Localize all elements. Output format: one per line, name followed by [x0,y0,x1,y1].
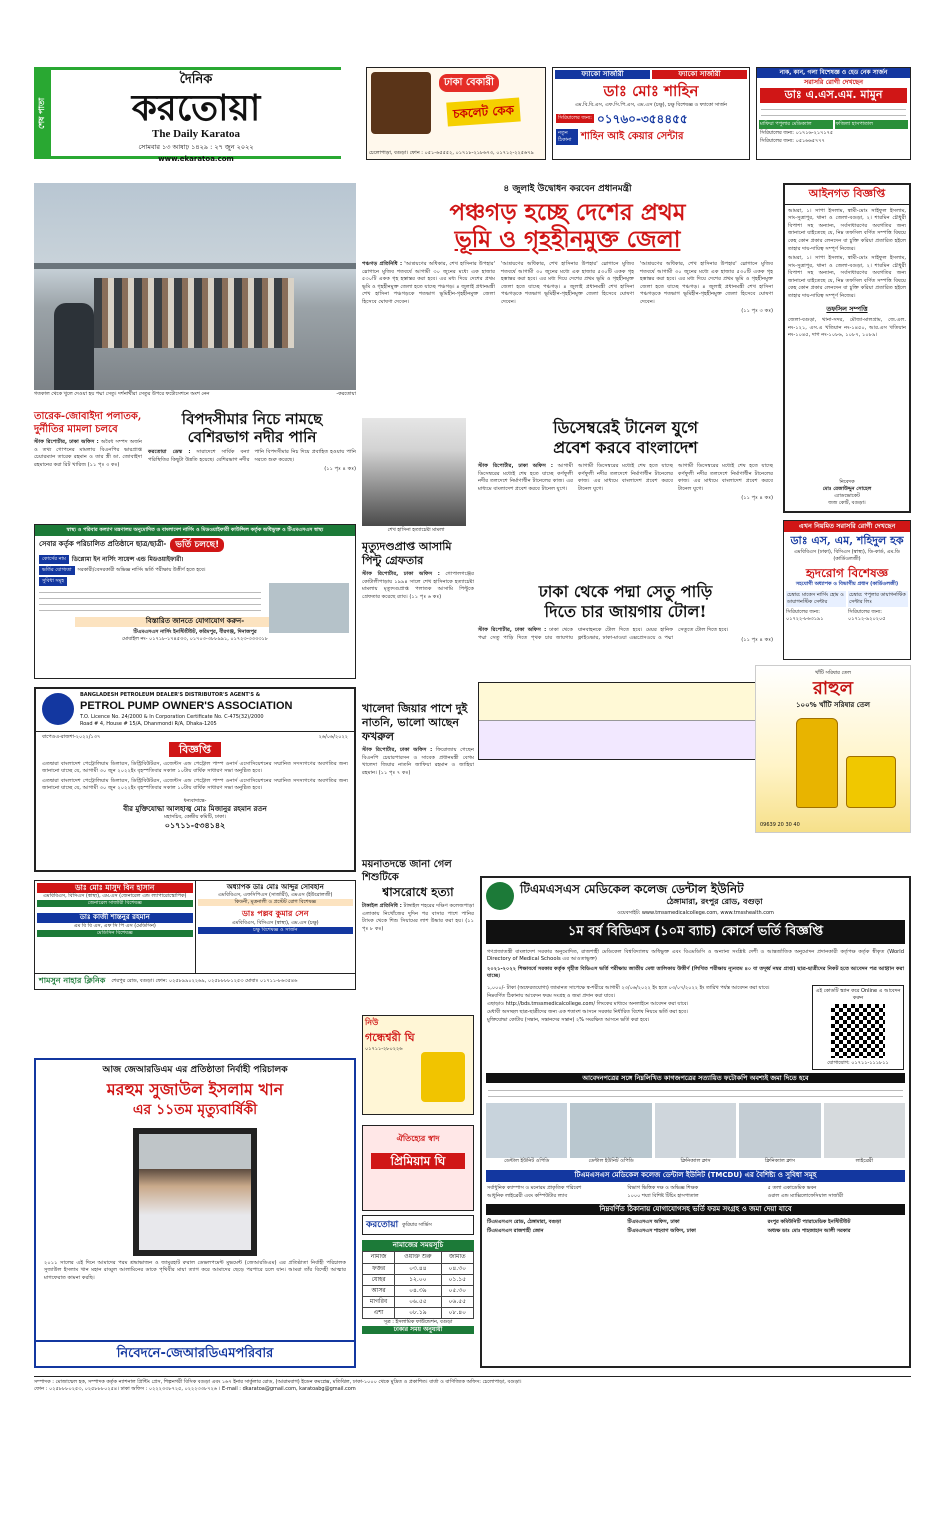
imprint-line-1: সম্পাদক : মোজাম্মেল হক, সম্পাদক কর্তৃক ন্যাশনাল প্রিন্টিং প্রেস, শিল্পনগরী বিসিক বগুড়া এবং ১৬৭ ইনার সার্কুলার রোড, (আরামবাগ) ইডেন কমপ্লেক্স, মতিঝিল, ঢাকা-১০০০ থেকে মুদ্রিত ও প্রকাশিত। বার্তা ও বাণিজ্যিক অফিস: চেলোপাড়া, বগুড়া। [34,1379,522,1385]
tmss-title: ১ম বর্ষ বিডিএস (১০ম ব্যাচ) কোর্সে ভর্তি বিজ্ঞপ্তি [486,920,905,944]
bakery-ad [366,67,546,160]
qr-title: এই কোডটি স্ক্যান করে Online এ আবেদন করুন [815,987,901,1001]
prayer-row [363,1296,474,1307]
shahidul-chamber-2: চেম্বার: পপুলার ডায়াগনস্টিক সেন্টার লিঃ [848,591,908,607]
memorial-name: মরহুম সুজাউল ইসলাম খান [106,1080,284,1100]
petrol-association-ad [34,687,356,872]
doctor2-name: ডাঃ কাজী শান্তনুর রহমান [37,913,193,922]
river-cont[interactable]: (১১ পৃঃ ৪ কঃ) [324,466,356,473]
tmss-office: অধ্যক্ষ ডাঃ মোঃ শাহজাহান আলী সরকার [767,1228,851,1235]
padma-body: ঢাকা থেকে পদ্মা সেতু পাড়ি দিতে পৃথক চার জায়গায় যানবাহনকে টোল দিতে হবে। মেয়র হানিফ ফ্লাইওভার, ঢাকা-মাওয়া এক্সপ্রেসওয়ে ও পদ্মা সেতুতে টোল দিতে হবে। [478,627,729,641]
tmss-address-title: নিম্নবর্ণিত ঠিকানায় যোগাযোগসহ ভর্তি ফরম সংগ্রহ ও জমা দেয়া যাবে [486,1204,905,1215]
clinic-name: শামসুন নাহার ক্লিনিক [39,976,106,986]
tmss-feature: ওরাল এন্ড ম্যাক্সিলোফেসিয়াল সার্জারী [767,1192,844,1199]
photo-caption: ডেন্টাল ইউনিট ওপিডি [588,1158,634,1165]
tunnel-headline-2: প্রবেশ করবে বাংলাদেশ [553,438,698,457]
lead-headline-1: পঞ্চগড় হচ্ছে দেশের প্রথম [449,199,686,227]
masthead-small: দৈনিক [179,72,213,87]
tunnel-body-3: আগামী ডিসেম্বরের মধ্যেই শেষ হতে যাচ্ছে কর্ণফুলী নদীর তলদেশে নির্মাণাধীন টানেলের কাজ। এর মাধ্যমে বাংলাদেশ প্রবেশ করবে টানেল যুগে। [678,463,773,492]
lead-body: 'আশ্রয়ণের অধিকার, শেখ হাসিনার উপহার' স্লোগানে মুজিব শতবর্ষে আগামী ৩০ জুনের মধ্যে এক হাজার ৫৩০টি একক গৃহ হস্তান্তর করা হবে। এর মধ্য দিয়ে দেশের প্রথম ভূমি ও গৃহহীনমুক্ত জেলা হতে যাচ্ছে পঞ্চগড়। ৪ জুলাই প্রধানমন্ত্রী শেখ হাসিনা পঞ্চগড়কে শতভাগ ভূমিহীন-গৃহহীনমুক্ত জেলা হিসেবে ঘোষণা দেবেন। [362,261,495,305]
prayer-cell: ফজর [363,1263,395,1274]
prayer-cell: ০৪.৩৯ [395,1285,441,1296]
padma-byline: স্টাফ রিপোর্টার, ঢাকা অফিস : [478,627,547,633]
padma-headline-1: ঢাকা থেকে পদ্মা সেতু পাড়ি [538,582,713,601]
prayer-cell: ০৩.৪৪ [395,1263,441,1274]
prayer-cell: ০১.১৫ [441,1274,473,1285]
padma-story [478,582,773,760]
river-headline-2: বেশিরভাগ নদীর পানি [187,428,317,446]
imprint-footer [34,1376,911,1402]
tmss-office: টিএমএসএস শাহবাগ অফিস, ঢাকা [627,1228,696,1235]
mamun-head: নাক, কান, গলা বিশেষজ্ঞ ও হেড নেক সার্জন [757,68,910,78]
tangail-body: টাঙ্গাইল শহরের দক্ষিণ কলেজপাড়া এলাকায় নিখোঁজের দুদিন পর বাসার পাশে পানির ট্যাংক থেকে শিশু সিয়ামের লাশ উদ্ধার করা হয়। [362,903,474,925]
tmss-qr-box [812,985,904,1070]
photo-opd [486,1103,567,1158]
website-link[interactable]: www.ekaratoa.com [158,155,234,164]
lead-kicker: ৪ জুলাই উদ্বোধন করবেন প্রধানমন্ত্রী [503,184,632,194]
pintu-caption: শেখ হাসিনা হত্যাচেষ্টা মামলা [387,527,445,533]
facility-label: সুবিধা সমূহ [39,577,67,586]
sig-label: ধন্যবাদান্তে- [183,797,207,804]
ghee2-tag: ঐতিহ্যের স্বাদ [396,1134,440,1143]
tunnel-byline: স্টাফ রিপোর্টার, ঢাকা অফিস : [478,463,553,469]
shahidul-serial-2: সিরিয়ালের জন্য: ০১৭১২-৯২০২০৫ [848,608,886,622]
notice-body-2: এতদ্বারা বাংলাদেশ পেট্রোলিয়াম ডিলারস, ডিস্ট্রিবিউটরস, এজেন্টস এন্ড পেট্রোল পাম্প ওনার্স এসোসিয়েশনের সম্মানিত সদস্যগণের অবগতির জন্য জানানো যাচ্ছে যে, আগামী ৩০ জুন ২০২২ইং বৃহস্পতিবার সকাল ১০টায় বার্ষিক সাধারণ সভা অনুষ্ঠিত হবে। [42,777,348,792]
prayer-cell: ০৬.৫৫ [441,1296,473,1307]
padma-headline-2: দিতে চার জায়গায় টোল! [544,602,707,621]
serial-label: সিরিয়ালের জন্য: [558,115,592,122]
pintu-photo [362,418,470,536]
tarek-cont[interactable]: (১১ পৃঃ ৩ কঃ) [87,461,120,468]
tmss-intro: গণপ্রজাতন্ত্রী বাংলাদেশ সরকার অনুমোদিত, রাজশাহী মেডিকেল বিশ্ববিদ্যালয় অধিভুক্ত এবং বিএমডিসি ও অন্যান্য সংশ্লিষ্ট দেশী ও আন্তর্জাতিক অনুমোদন প্রদানকারী কর্তৃপক্ষ কর্তৃক স্বীকৃত (World Directory of Medical Schools এর আওতাভুক্ত) [487,948,904,963]
photo-library [824,1103,905,1158]
doctor1-degree: এমবিবিএস, বিসিএস (স্বাস্থ্য), এম.এস (জেনারেল এন্ড ল্যাপারোস্কোপিক) [43,893,187,900]
tarek-body: অবৈধ সম্পদ অর্জন ও তথ্য গোপনের মামলায় বিএনপির ভারপ্রাপ্ত চেয়ারম্যান তারেক রহমান ও তার স্ত্রী ডা. জোবাইদা রহমানের করা রিট খারিজ [34,439,142,468]
prayer-cell: মাগরিব [363,1296,395,1307]
bakery-address: চেলোপাড়া, বগুড়া। ফোন : ০৫১-৬৫৫৫২, ০১৭১৮-২১৮৬৭৩, ০১৭১২-২২৫৬৭৯ [369,150,534,156]
shahidul-specialty: হৃদরোগ বিশেষজ্ঞ [805,565,889,580]
tangail-headline-1: ময়নাতদন্তে জানা গেল শিশুটিকে [362,859,452,883]
lead-cont[interactable]: (১১ পৃঃ ৩ কঃ) [741,308,773,315]
mamun-addr2: ফজিলা হাসপাতাল [835,120,909,129]
nursing-line1: স্বাস্থ্য ও পরিবার কল্যাণ মন্ত্রণালয় অনুমোদিত ও বাংলাদেশ নার্সিং ও মিডওয়াইফারী কাউন্সিল কর্তৃক অধিভুক্ত ও টিএমএসএস স্বাস্থ্য [35,525,355,536]
prayer-times [362,1240,474,1365]
tarek-headline: তারেক-জোবাইদা পলাতক, দুর্নীতির মামলা চলবে [34,411,142,435]
tmss-office: রংপুর কমিউনিটি প্যারামেডিক ইনস্টিটিউট [767,1219,851,1226]
photo-caption-row [34,391,356,401]
tmss-org: টিএমএসএস মেডিকেল কলেজ ডেন্টাল ইউনিট [520,882,744,896]
shahin-ad [552,67,750,160]
tmss-office: টিএমএসএস অফিস, ঢাকা [627,1219,680,1226]
signatory-phone: ০১৭১১-৫৩৪১৪২ [164,821,226,831]
tmss-feature: ৫ তলা একাডেমিক ভবন [767,1184,817,1191]
padma-cont[interactable]: (১১ পৃঃ ৪ কঃ) [741,636,773,643]
shahidul-post: সহযোগী অধ্যাপক ও বিভাগীয় প্রধান (কার্ডিওলজী) [795,580,899,587]
legal-schedule: জেলা-বগুড়া, থানা-সদর, মৌজা-মালগ্রাম, জে.এল. নং-১২১, এস.এ খতিয়ান নং-১৪৫০, আর.এস খতিয়ান নং-১০৪৫, দাগ নং-১০৮৬, ১০৮৭, ১০৮৯। [788,316,906,339]
notice-title: বিজ্ঞপ্তি [169,742,221,757]
ghee1-phone: ০১৭১১-২৮০২২৬ [365,1045,403,1052]
qr-phone: যোগাযোগ: ০১৭১১-১১১৮১১ [827,1059,889,1066]
tmss-dental-ad [480,876,911,1368]
photo-caption: লাইব্রেরী [855,1158,874,1165]
river-headline-1: বিপদসীমার নিচে নামছে [181,410,323,428]
org-top: BANGLADESH PETROLEUM DEALER'S DISTRIBUTOR'S AGENT'S & [80,692,261,698]
memorial-top: আজ জেআরডিএম এর প্রতিষ্ঠাতা নির্বাহী পরিচালক [102,1065,288,1075]
shahidul-degree: এমবিবিএস (ঢাকা), বিসিএস (স্বাস্থ্য), ডি-কার্ড, এম.ডি (কার্ডিওলজী) [794,548,900,562]
doctor3-specialty: কিডনী, মূত্রনালী ও প্রস্টেট রোগ বিশেষজ্ঞ [198,899,354,906]
photo-clinical [655,1103,736,1158]
tmss-features-title: টিএমএসএস মেডিকেল কলেজ ডেন্টাল ইউনিট (TMCDU) এর বৈশিষ্ট্য ও সুবিধা সমূহ [486,1170,905,1181]
prayer-footer: ঢাকার সময় অনুযায়ী [362,1326,474,1334]
tangail-headline-2: শ্বাসরোধে হত্যা [382,885,454,899]
qual-text: সরকারী/বেসরকারী অভিজ্ঞ নার্সিং ভর্তি পরীক্ষায় উত্তীর্ণ হতে হবে। [77,567,206,574]
courier-brand: করতোয়া [366,1219,399,1230]
khaleda-body: ফিরোজায় গেছেন বিএনপি চেয়ারপারসন ও সাবেক প্রধানমন্ত্রী বেগম খালেদা জিয়ার নাতনি জাফিয়া রহমান ও জাহিয়া রহমান। [362,747,474,776]
prayer-cell: ০৫.৩০ [441,1285,473,1296]
shahidul-chamber-1: চেম্বার: মাকেস নার্সিং হোম ও ডায়াগনস্টিক সেন্টার [786,591,846,607]
nursing-ad [34,524,356,679]
doctor-degree: এম.বি.বি.এস, এফ.সি.পি.এস, এম.এস (চক্ষু), চক্ষু বিশেষজ্ঞ ও ফ্যাকো সার্জন [574,101,728,108]
org-reg: T.O. Licence No. 24/2000 & In Corporation Certificate No. C-475(32)/2000 [80,713,264,720]
shahidul-serial-1: সিরিয়ালের জন্য: ০১৭২২-৮৬৩১৯১ [786,608,824,622]
prayer-row [363,1307,474,1318]
tmss-point: এছাড়াও http://bds.tmssmedicalcollege.com/ লিংকের মাধ্যমে অনলাইনে আবেদন করা যাবে। [487,1000,689,1007]
legal-sig4: জজ কোর্ট, বগুড়া। [828,500,866,506]
doctor4-degree: এমবিবিএস, বিসিএস (স্বাস্থ্য), এম.এস (চক্ষু) [231,920,319,927]
prayer-head-1: নামাজ [363,1252,395,1263]
memorial-sign: নিবেদনে-জেআরডিএমপরিবার [36,1340,354,1366]
mamun-addr1: মাফিয়া পপুলার মেডিক্যাল [759,120,833,129]
signatory-title: মহাসচিব, কেন্দ্রীয় কমিটি, ঢাকা। [164,814,226,821]
prayer-row [363,1274,474,1285]
mamun-sub: সরাসরি রোগী দেখছেন [804,78,863,87]
legal-sig3: এ্যাডভোকেট [834,493,860,499]
pintu-story [362,540,474,700]
cake-image [371,72,431,134]
tunnel-cont[interactable]: (১১ পৃঃ ৪ কঃ) [741,495,773,502]
ghee1-tag: নিউ [365,1018,379,1027]
tmss-point: নিম্নবর্ণিত ঠিকানায় আবেদন ফরম সংগ্রহ ও জমা প্রদান করা যাবে। [487,992,615,999]
khaleda-cont[interactable]: (১১ পৃঃ ৭ কঃ) [378,769,411,776]
doctor3-degree: এমবিবিএস, এফসিপিএস (সার্জারী), এমএস (ইউরোলজী) [218,892,333,899]
prayer-cell: ০৪.৩০ [441,1263,473,1274]
masthead-english: The Daily Karatoa [152,127,240,140]
tarek-byline: স্টাফ রিপোর্টার, ঢাকা অফিস : [34,439,99,445]
doctor1-specialty: জেনারেল সার্জারী বিশেষজ্ঞ [37,900,193,907]
memorial-portrait-frame [133,1128,257,1256]
legal-notice [783,183,911,513]
tmss-feature: আধুনিক লাইব্রেরী এবং কম্পিউটার ল্যাব [487,1192,568,1199]
imprint-line-2: ফোন : ০২৫৮৮৮০২৫৩, ০২৫৮৮৮০২৫৪। ঢাকা অফিস : ০২২২৩৩৮৭২৫, ০২২২৩৩৮৭২৬ । E-mail : dkaratoa@gmail.com, karatoabg@gmail.com [34,1386,356,1392]
oil-bottle-image-2 [846,756,896,808]
ref-no: বাপেওএ-রাজশা-২০২২/১৩৭ [42,733,101,740]
prayer-row [363,1263,474,1274]
doctor4-specialty: চক্ষু বিশেষজ্ঞ ও সার্জন [198,927,354,934]
courier-sub: কুরিয়ার সার্ভিস [402,1221,432,1228]
prayer-row [363,1285,474,1296]
tag-phaco-2: ফ্যাকো সার্জারী [652,70,747,79]
nursing-line2: সেবার কর্তৃক পরিচালিত প্রতিষ্ঠানে ছাত্র/ছাত্রী- [39,540,167,549]
photo-opd-2 [570,1103,651,1158]
prayer-cell: ০৮.১৯ [395,1307,441,1318]
nursing-phone: মোবাইল নং- ০১৭১৮-১৭৪৫৩৩, ০১৭০৩-৩৮৮৯৯১, ০১৭২৩-৩৩৩৩১৮ [122,635,268,642]
prayer-cell: ০৬.৫৫ [395,1296,441,1307]
nursing-contact: বিস্তারিত জানতে যোগাযোগ করুন- [75,617,315,626]
qual-label: ভর্তির যোগ্যতা [39,566,75,575]
tangail-byline: টাঙ্গাইল প্রতিনিধি : [362,903,402,909]
qr-code[interactable] [831,1004,885,1058]
photo-caption: গতকাল থেকে খুলে দেওয়া হয় পদ্মা সেতু। দর্শনার্থীরা সেতুর উপরে ফটোসেশনে অংশ নেন [34,391,210,397]
tarek-story [34,410,142,518]
ghee2-brand: প্রিমিয়াম ঘি [371,1153,465,1169]
prayer-head-3: জামাত [441,1252,473,1263]
tunnel-story [478,418,773,578]
nursing-institute: টিএমএসএস নার্সিং ইনস্টিটিউট, করিমপুর, বীরগঞ্জ, দিনাজপুর [133,628,257,635]
shahidul-top: এখন নিয়মিত সরাসরি রোগী দেখছেন [784,521,910,532]
premium-ghee-ad [362,1125,474,1211]
rahul-tag: ১০০% খাঁটি সরিষার তেল [796,701,870,710]
tag-phaco-1: ফ্যাকো সার্জারী [555,70,650,79]
mamun-serial: সিরিয়ালের জন্য: ০১৭১৬-২১৭১৭৫ [760,129,834,136]
photo-caption: ডেন্টাল ইউনিট ওপিডি [504,1158,550,1165]
doctor4-name: ডাঃ পল্লব কুমার সেন [242,909,309,919]
legal-body-2: আমরা, ১। সাপা ইসলাম, স্বামী-মোঃ সাইফুল ইসলাম, সাং-সুত্রাপুর, থানা ও জেলা-বগুড়া, ২। শারমিন চৌধুরী বিপাশা সহ অন্যান্য, সর্বসাধারণের অবগতির জন্য জানানো যাইতেছে যে, নিম্ন তফসিল বর্ণিত সম্পত্তি বিষয়ে কেহ কোন প্রকার লেনদেন বা চুক্তি করিয়া প্রতারিত হইলে তাহার দায়-দায়িত্ব সম্পূর্ণ নিজের। [788,255,906,299]
mamun-doctor: ডাঃ এ.এস.এম. মামুন [760,88,907,103]
bakery-product: চকলেট কেক [446,97,521,126]
nursing-badge: ভর্তি চলছে! [170,538,224,552]
tangail-story [362,858,474,1008]
river-story [148,410,356,518]
tmss-feature: বিভাগ ভিত্তিক দক্ষ ও অভিজ্ঞ শিক্ষক [627,1184,699,1191]
doctor-name: ডাঃ মোঃ শাহিন [603,82,699,101]
legal-body: আমরা, ১। সাপা ইসলাম, স্বামী-মোঃ সাইফুল ইসলাম, সাং-সুত্রাপুর, থানা ও জেলা-বগুড়া, ২। শারমিন চৌধুরী বিপাশা সহ অন্যান্য, সর্বসাধারণের অবগতির জন্য জানানো যাইতেছে যে, নিম্ন তফসিল বর্ণিত সম্পত্তি বিষয়ে কেহ কোন প্রকার লেনদেন বা চুক্তি করিয়া প্রতারিত হইলে তাহার দায়-দায়িত্ব সম্পূর্ণ নিজের। [788,207,906,252]
rahul-oil-ad [755,665,911,833]
tmss-office: টিএমএসএস রোড, ঠেঙ্গামারা, বগুড়া [487,1219,562,1226]
legal-title: আইনগত বিজ্ঞপ্তি [785,185,909,205]
tmss-logo [486,882,514,910]
tunnel-body-2: আগামী ডিসেম্বরের মধ্যেই শেষ হতে যাচ্ছে কর্ণফুলী নদীর তলদেশে নির্মাণাধীন টানেলের কাজ। এর মাধ্যমে বাংলাদেশ প্রবেশ করবে টানেল যুগে। [578,463,673,492]
photo-caption: ক্লিনিক্যাল ক্লাস [764,1158,795,1165]
rahul-phone: 09639 20 30 40 [760,822,800,828]
tmss-session: ২০২১-২০২২ শিক্ষাবর্ষে সরকার কর্তৃক গৃহীত বিডিএস ভর্তি পরীক্ষায় জাতীয় মেধা তালিকায় উত্তীর্ণ (লিখিত পরীক্ষায় ন্যূনতম ৪০ বা তদূর্ধ্ব নম্বর প্রাপ্ত) ছাত্র-ছাত্রীদের নিকট হতে আবেদন পত্র আহ্বান করা যাচ্ছে। [487,965,904,980]
memorial-body: ২০১১ সালের এই দিনে আমাদের পরম শ্রদ্ধাভাজন ও জামুরহাট রুরাল ডেভলপমেন্ট মুভমেন্ট (জেআরডিএম) এর প্রতিষ্ঠাতা নির্বাহী পরিচালক সুজাউল ইসলাম খান মহান রাব্বুল আলামিনের ডাকে পৃথিবীর মায়া ত্যাগ করে আমাদের ছেড়ে পরপারে চলে যান। আমরা তাঁর বিদেহী আত্মার মাগফেরাত কামনা করছি। [44,1259,346,1281]
tmss-office: টিএমএসএস রাজশাহী জোন [487,1228,544,1235]
masthead-date: সোমবার ১৩ আষাঢ় ১৪২৯ : ২৭ জুন ২০২২ [138,143,254,152]
clinic-label: নতুন ঠিকানা [556,129,578,145]
doctors-ad [34,880,356,990]
medicine-ads [478,682,773,760]
prayer-cell: যোহর [363,1274,395,1285]
bakery-brand: ঢাকা বেকারী [439,74,499,92]
legal-sig2: মোঃ রেজাউদ্দুন সোহেল [822,486,872,492]
lead-body-3: 'আশ্রয়ণের অধিকার, শেখ হাসিনার উপহার' স্লোগানে মুজিব শতবর্ষে আগামী ৩০ জুনের মধ্যে এক হাজার ৫৩০টি একক গৃহ হস্তান্তর করা হবে। এর মধ্য দিয়ে দেশের প্রথম ভূমি ও গৃহহীনমুক্ত জেলা হতে যাচ্ছে পঞ্চগড়। ৪ জুলাই প্রধানমন্ত্রী শেখ হাসিনা পঞ্চগড়কে শতভাগ ভূমিহীন-গৃহহীনমুক্ত জেলা হিসেবে ঘোষণা দেবেন। [640,261,773,305]
pintu-body: গোপালগঞ্জের কোটালীপাড়ায় ১৯৯৪ সালে শেখ হাসিনাকে হত্যাচেষ্টা মামলায় মৃত্যুদণ্ডপ্রাপ্ত পলাতক আসামি পিন্টুকে গ্রেফতার করেছে র‌্যাব। [362,571,474,600]
org-name: PETROL PUMP OWNER'S ASSOCIATION [80,700,293,712]
prayer-note: সূত্র : ইসলামিক ফাউন্ডেশন, বগুড়া [383,1319,453,1325]
memorial-ad [34,1058,356,1368]
course-name: ডিপ্লোমা ইন নার্সিং সায়েন্স এন্ড মিডওয়াইফারী। [71,555,184,563]
mamun-serial2: সিরিয়ালের জন্য: ০৫১৬৬৫৭৭৭ [760,137,825,144]
tmss-point: মুক্তিযোদ্ধা কোটায় (সন্তান, সন্তানদের সন্তান) ২% সংরক্ষিত আসনে ভর্তি করা হবে। [487,1016,650,1023]
mamun-ad [756,67,911,160]
river-body: সারাদেশে সার্বিক বন্যা পরিস্থিতির কিছুটা উন্নতি হয়েছে। বেশিরভাগ নদীর পানি বিপদসীমার নিচ দিয়ে প্রবাহিত হওয়ায় পানি সরতে শুরু করেছে। [148,449,356,463]
masthead [51,67,341,164]
prayer-cell: আসর [363,1285,395,1296]
photo-caption: ক্লিনিক্যাল ক্লাস [680,1158,711,1165]
khaleda-headline: খালেদা জিয়ার পাশে দুই নাতনি, ভালো আছেন ফখরুল [362,702,468,743]
lead-headline-2: ভূমি ও গৃহহীনমুক্ত জেলা [454,226,681,254]
signatory: বীর মুক্তিযোদ্ধা আলহাজ্ব মোঃ মিজানুর রহমান রতন [123,804,267,813]
legal-schedule-title: তফসিল সম্পত্তি [826,305,868,314]
tmss-address: ঠেঙ্গামারা, রংপুর রোড, বগুড়া [666,897,763,907]
gandheshwari-ghee-ad [362,1015,474,1115]
memorial-sub: এর ১১তম মৃত্যুবার্ষিকী [132,1101,258,1118]
prayer-table [362,1251,474,1319]
rahul-brand: রাহুল [812,678,854,699]
legal-sig1: নিবেদক [839,479,855,485]
lead-body-2: 'আশ্রয়ণের অধিকার, শেখ হাসিনার উপহার' স্লোগানে মুজিব শতবর্ষে আগামী ৩০ জুনের মধ্যে এক হাজার ৫৩০টি একক গৃহ হস্তান্তর করা হবে। এর মধ্য দিয়ে দেশের প্রথম ভূমি ও গৃহহীনমুক্ত জেলা হতে যাচ্ছে পঞ্চগড়। ৪ জুলাই প্রধানমন্ত্রী শেখ হাসিনা পঞ্চগড়কে শতভাগ ভূমিহীন-গৃহহীনমুক্ত জেলা হিসেবে ঘোষণা দেবেন। [501,261,634,305]
course-label: কোর্সের নাম [39,555,69,564]
notice-date: ২৬/০৬/২০২২ [318,733,348,740]
lead-byline: পঞ্চগড় প্রতিনিধি : [362,261,403,268]
institute-photo [269,583,349,633]
org-address: Road # 4, House # 15/A, Dhanmondi R/A, Dhaka-1205 [80,720,217,727]
doctor1-name: ডাঃ মোঃ মাসুদ বিন হাসান [37,883,193,893]
notice-body: এতদ্বারা বাংলাদেশ পেট্রোলিয়াম ডিলারস, ডিস্ট্রিবিউটরস, এজেন্টস এন্ড পেট্রোল পাম্প ওনার্স এসোসিয়েশনের সম্মানিত সদস্যগণের অবগতির জন্য জানানো যাচ্ছে যে, আগামী ৩০ জুন ২০২২ইং বৃহস্পতিবার সকাল ১০টায় বার্ষিক সাধারণ সভা অনুষ্ঠিত হবে। [42,760,348,775]
khaleda-story [362,702,474,852]
doctor2-degree: এম বি বি এস, এফ সি পি এস (মেডিসিন) [73,922,156,929]
tmss-feature: সর্বাধুনিক ক্যাম্পাস ও মনোরম প্রাকৃতিক পরিবেশ [487,1184,582,1191]
association-logo [42,693,74,725]
oil-bottle-image [796,718,838,808]
khaleda-byline: স্টাফ রিপোর্টার, ঢাকা অফিস : [362,747,433,753]
river-byline: করতোয়া ডেস্ক : [148,449,191,455]
padma-bridge-photo [34,183,356,390]
ghee-jar-image [421,1052,465,1102]
rahul-top: খাঁটি সরিষার তেল [814,670,851,676]
clinic-name: শাহিন আই কেয়ার সেন্টার [581,131,684,143]
tunnel-headline-1: ডিসেম্বরেই টানেল যুগে [553,418,698,437]
prayer-head-2: ওয়াক্ত শুরু [395,1252,441,1263]
courier-ad [362,1215,474,1235]
section-label: শেষ পাতা [34,67,51,159]
clinic-address: শেরপুর রোড, বগুড়া। ফোন: ০২৫৮৯৯০২২৬৯, ০২৫৮৮৮৮১২৫৩ মোবাঃ ০১৭১১-৮৬৩৫৪৬ [111,978,298,984]
photo-credit: -করতোয়া [336,391,356,397]
tmss-point: ১,০০০/- টাকা (অফেরতযোগ্য) জামানত সাপেক্ষে স্ব-শরীরে আগামী ২৩/০৬/২০২২ ইং হতে ০৩/০৭/২০২২ ইং তারিখ পর্যন্ত আবেদন করা যাবে। [487,984,770,991]
pintu-byline: স্টাফ রিপোর্টার, ঢাকা অফিস : [362,571,440,577]
tmss-website[interactable]: ওয়েবসাইট: www.tmssmedicalcollege.com, www.tmsshealth.com [617,909,774,916]
tunnel-body: আগামী ডিসেম্বরের মধ্যেই শেষ হতে যাচ্ছে কর্ণফুলী নদীর তলদেশে নির্মাণাধীন টানেলের কাজ। এর মাধ্যমে বাংলাদেশ প্রবেশ করবে টানেল যুগে। [478,463,573,492]
pintu-headline: মৃত্যুদণ্ডপ্রাপ্ত আসামি পিন্টু গ্রেফতার [362,540,452,567]
prayer-title: নামাজের সময়সূচি [362,1240,474,1251]
memorial-portrait [139,1134,251,1250]
prayer-cell: ০৮.৪০ [441,1307,473,1318]
photo-clinical-2 [739,1103,820,1158]
tmss-docs: আবেদনপত্রের সঙ্গে নিম্নলিখিত কাগজপত্রের সত্যায়িত ফটোকপি অবশ্যই জমা দিতে হবে [486,1073,905,1084]
tmss-point: মেধাবী অসচ্ছল ছাত্র-ছাত্রীদের জন্য এক শতাংশ আসনে সরকার নির্ধারিত বিশেষ নিয়মে ভর্তি করা হবে। [487,1008,688,1015]
tmss-photo-row [482,1100,909,1168]
prayer-header [363,1252,474,1263]
serial-phone: ০১৭৬০-৩৫৪৪৫৫ [596,111,688,126]
doctor2-specialty: মেডিসিন বিশেষজ্ঞ [37,930,193,937]
doctor3-name: অধ্যাপক ডাঃ মোঃ আব্দুর সোবহান [226,883,324,891]
pintu-cont[interactable]: (১১ পৃঃ ৬ কঃ) [409,593,442,600]
ghee1-brand: গন্ধেশ্বরী ঘি [365,1030,415,1044]
tmss-feature: ১০০০ শয্যা বিশিষ্ট টিচিং হাসপাতাল [627,1192,699,1199]
masthead-title: করতোয়া [131,86,261,129]
prayer-cell: ১২.০০ [395,1274,441,1285]
prayer-cell: এশা [363,1307,395,1318]
tangail-cont[interactable]: (১১ পৃঃ ৮ কঃ) [362,918,474,932]
shahidul-ad [783,520,911,660]
shahidul-doctor: ডাঃ এস, এম, শহিদুল হক [790,533,904,547]
